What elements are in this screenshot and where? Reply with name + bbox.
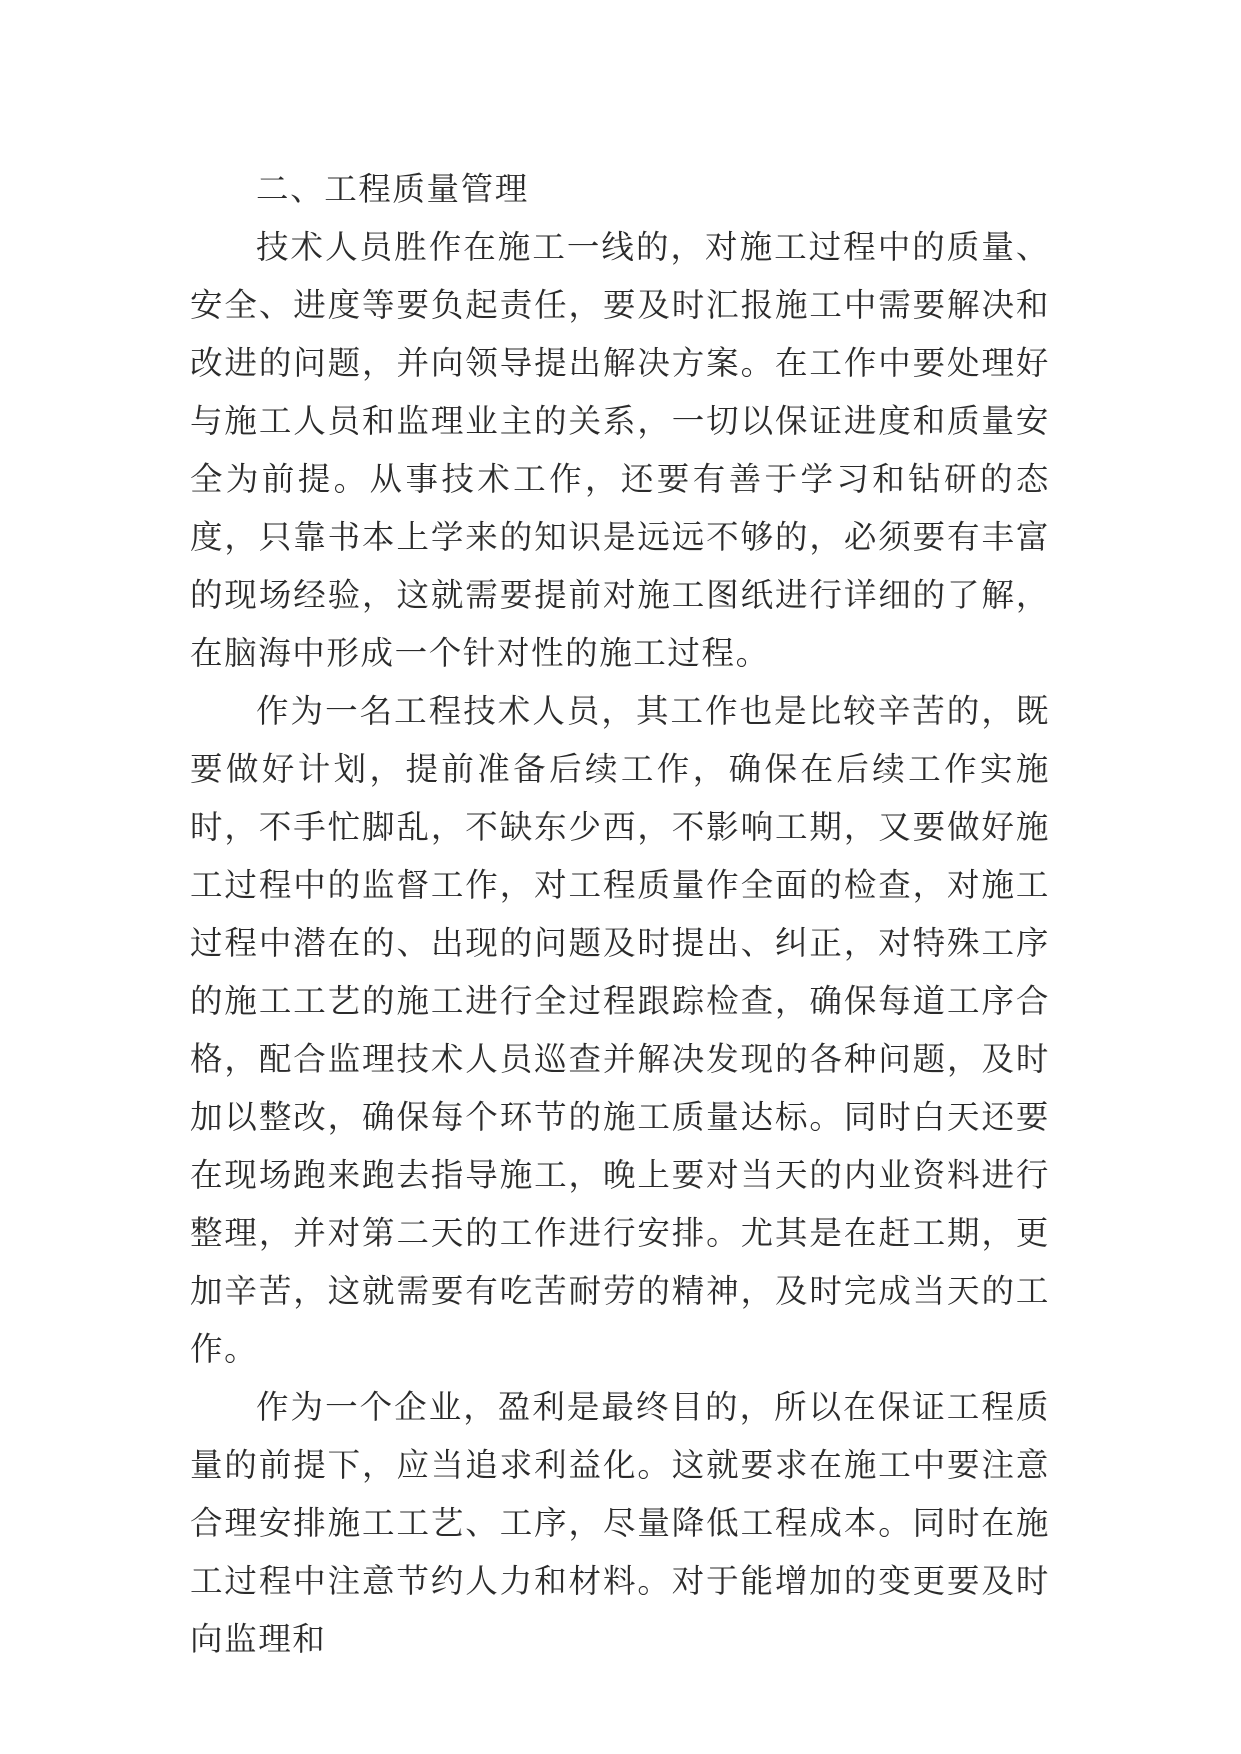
- paragraph-technical-staff: 技术人员胜作在施工一线的，对施工过程中的质量、安全、进度等要负起责任，要及时汇报施工中需要解决和改进的问题，并向领导提出解决方案。在工作中要处理好与施工人员和监理业主的关系，一切以保证进度和质量安全为前提。从事技术工作，还要有善于学习和钻研的态度，只靠书本上学来的知识是远远不够的，必须要有丰富的现场经验，这就需要提前对施工图纸进行详细的了解，在脑海中形成一个针对性的施工过程。: [190, 228, 1050, 672]
- paragraph-enterprise-profit: 作为一个企业，盈利是最终目的，所以在保证工程质量的前提下，应当追求利益化。这就要求在施工中要注意合理安排施工工艺、工序，尽量降低工程成本。同时在施工过程中注意节约人力和材料。对于能增加的变更要及时向监理和: [190, 1388, 1050, 1658]
- section-heading: 二、工程质量管理: [256, 170, 529, 208]
- document-body: [190, 160, 1050, 1668]
- paragraph-engineering-work: 作为一名工程技术人员，其工作也是比较辛苦的，既要做好计划，提前准备后续工作，确保在后续工作实施时，不手忙脚乱，不缺东少西，不影响工期，又要做好施工过程中的监督工作，对工程质量作全面的检查，对施工过程中潜在的、出现的问题及时提出、纠正，对特殊工序的施工工艺的施工进行全过程跟踪检查，确保每道工序合格，配合监理技术人员巡查并解决发现的各种问题，及时加以整改，确保每个环节的施工质量达标。同时白天还要在现场跑来跑去指导施工，晚上要对当天的内业资料进行整理，并对第二天的工作进行安排。尤其是在赶工期，更加辛苦，这就需要有吃苦耐劳的精神，及时完成当天的工作。: [190, 692, 1050, 1368]
